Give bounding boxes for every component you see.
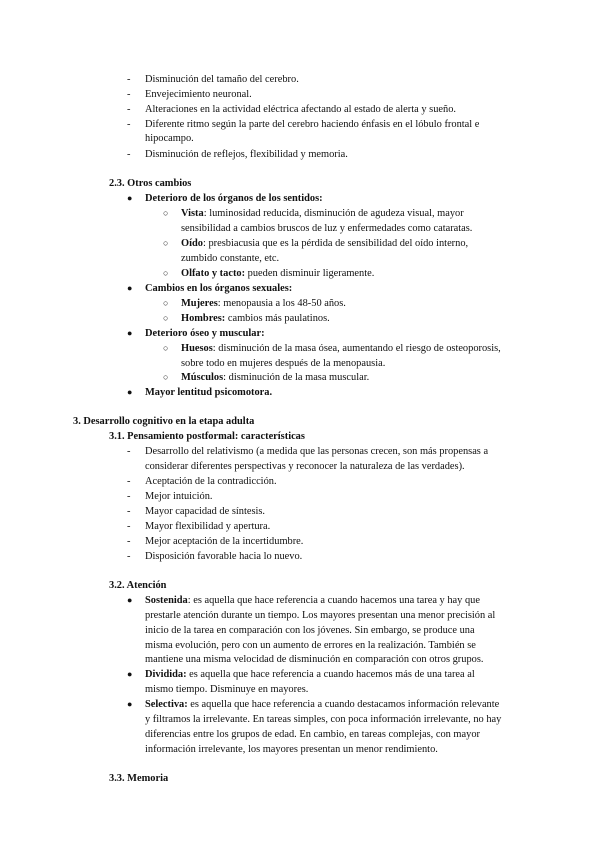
list-item: Disminución de reflejos, flexibilidad y memoria. (145, 149, 348, 160)
circle-marker: ○ (163, 238, 169, 248)
huesos-label: Huesos (181, 343, 213, 354)
dash-marker: - (127, 521, 131, 532)
list-item: Mayor capacidad de síntesis. (145, 506, 266, 517)
hombres-text: cambios más paulatinos. (225, 313, 330, 324)
sostenida-line: inicio de la tarea en comparación con los jóvenes. Sin embargo, se produce una (145, 625, 475, 636)
section-heading-3-1: 3.1. Pensamiento postformal: características (109, 431, 305, 442)
oido-line-2: zumbido constante, etc. (181, 253, 280, 264)
dash-marker: - (127, 149, 131, 160)
mujeres-line (181, 296, 346, 311)
dash-marker: - (127, 89, 131, 100)
dash-marker: - (127, 491, 131, 502)
dividida-label: Dividida: (145, 669, 187, 680)
mujeres-text: : menopausia a los 48-50 años. (217, 298, 346, 309)
oseo-title: Deterioro óseo y muscular: (145, 328, 265, 339)
musculos-line (181, 370, 369, 385)
sostenida-line (145, 593, 480, 608)
list-item: Diferente ritmo según la parte del cerebro haciendo énfasis en el lóbulo frontal e (145, 119, 480, 130)
list-item-continuation: hipocampo. (145, 133, 194, 144)
dash-marker: - (127, 476, 131, 487)
olfato-line (181, 266, 374, 281)
selectiva-line: diferencias entre los grupos de edad. En cambio, en tareas complejas, con mayor (145, 729, 480, 740)
list-item-continuation: considerar diferentes perspectivas y reconocer la naturaleza de las verdades). (145, 461, 465, 472)
selectiva-line: información irrelevante, los mayores presentan un menor rendimiento. (145, 744, 438, 755)
section-heading-3-3: 3.3. Memoria (109, 773, 169, 784)
vista-line-2: sensibilidad a cambios bruscos de luz y enfermedades como cataratas. (181, 223, 473, 234)
vista-label: Vista (181, 208, 204, 219)
dash-marker: - (127, 446, 131, 457)
section-heading-3-2: 3.2. Atención (109, 580, 167, 591)
list-item: Disposición favorable hacia lo nuevo. (145, 551, 303, 562)
dash-marker: - (127, 551, 131, 562)
list-item: Mayor flexibilidad y apertura. (145, 521, 271, 532)
circle-marker: ○ (163, 298, 169, 308)
dash-marker: - (127, 104, 131, 115)
sostenida-line: prestarle atención durante un tiempo. Los mayores presentan una menor precisión al (145, 610, 496, 621)
sentidos-title: Deterioro de los órganos de los sentidos: (145, 193, 323, 204)
sexuales-title: Cambios en los órganos sexuales: (145, 283, 293, 294)
list-item: Aceptación de la contradicción. (145, 476, 277, 487)
bullet-marker: ● (127, 669, 133, 679)
musculos-label: Músculos (181, 372, 224, 383)
section-heading-2-3: 2.3. Otros cambios (109, 178, 192, 189)
dividida-line: mismo tiempo. Disminuye en mayores. (145, 684, 309, 695)
mujeres-label: Mujeres (181, 298, 218, 309)
vista-line (181, 206, 464, 221)
sostenida-text: : es aquella que hace referencia a cuando hacemos una tarea y hay que (187, 595, 480, 606)
selectiva-line: y filtramos la irrelevante. En tareas simples, con poca información irrelevante, no hay (145, 714, 502, 725)
hombres-line (181, 311, 330, 326)
dividida-text: es aquella que hace referencia a cuando hacemos más de una tarea al (186, 669, 475, 680)
huesos-line-2: sobre todo en mujeres después de la menopausia. (181, 358, 386, 369)
circle-marker: ○ (163, 343, 169, 353)
bullet-marker: ● (127, 193, 133, 203)
bullet-marker: ● (127, 328, 133, 338)
oido-text: : presbiacusia que es la pérdida de sensibilidad del oído interno, (202, 238, 469, 249)
olfato-label: Olfato y tacto: (181, 268, 246, 279)
oido-label: Oído (181, 238, 203, 249)
hombres-label: Hombres: (181, 313, 226, 324)
circle-marker: ○ (163, 372, 169, 382)
dash-marker: - (127, 506, 131, 517)
bullet-marker: ● (127, 595, 133, 605)
section-heading-3: 3. Desarrollo cognitivo en la etapa adulta (73, 416, 255, 427)
circle-marker: ○ (163, 208, 169, 218)
olfato-text: pueden disminuir ligeramente. (245, 268, 375, 279)
list-item: Mejor intuición. (145, 491, 213, 502)
list-item: Desarrollo del relativismo (a medida que las personas crecen, son más propensas a (145, 446, 489, 457)
sostenida-line: mantiene una misma velocidad de disminución en comparación con otros grupos. (145, 654, 484, 665)
dash-marker: - (127, 119, 131, 130)
huesos-text: : disminución de la masa ósea, aumentando el riesgo de osteoporosis, (212, 343, 501, 354)
musculos-text: : disminución de la masa muscular. (223, 372, 370, 383)
bullet-marker: ● (127, 283, 133, 293)
dash-marker: - (127, 536, 131, 547)
lentitud-item: Mayor lentitud psicomotora. (145, 387, 273, 398)
oido-line (181, 236, 468, 251)
circle-marker: ○ (163, 313, 169, 323)
circle-marker: ○ (163, 268, 169, 278)
bullet-marker: ● (127, 699, 133, 709)
selectiva-label: Selectiva: (145, 699, 188, 710)
dash-marker: - (127, 74, 131, 85)
dividida-line (145, 667, 475, 682)
list-item: Disminución del tamaño del cerebro. (145, 74, 299, 85)
list-item: Mejor aceptación de la incertidumbre. (145, 536, 304, 547)
bullet-marker: ● (127, 387, 133, 397)
selectiva-text: es aquella que hace referencia a cuando destacamos información relevante (187, 699, 500, 710)
huesos-line (181, 341, 501, 356)
vista-text: : luminosidad reducida, disminución de agudeza visual, mayor (203, 208, 464, 219)
sostenida-line: misma evolución, pero con un aumento de errores en la realización. También se (145, 640, 476, 651)
list-item: Alteraciones en la actividad eléctrica afectando al estado de alerta y sueño. (145, 104, 456, 115)
selectiva-line (145, 697, 499, 712)
sostenida-label: Sostenida (145, 595, 188, 606)
list-item: Envejecimiento neuronal. (145, 89, 252, 100)
